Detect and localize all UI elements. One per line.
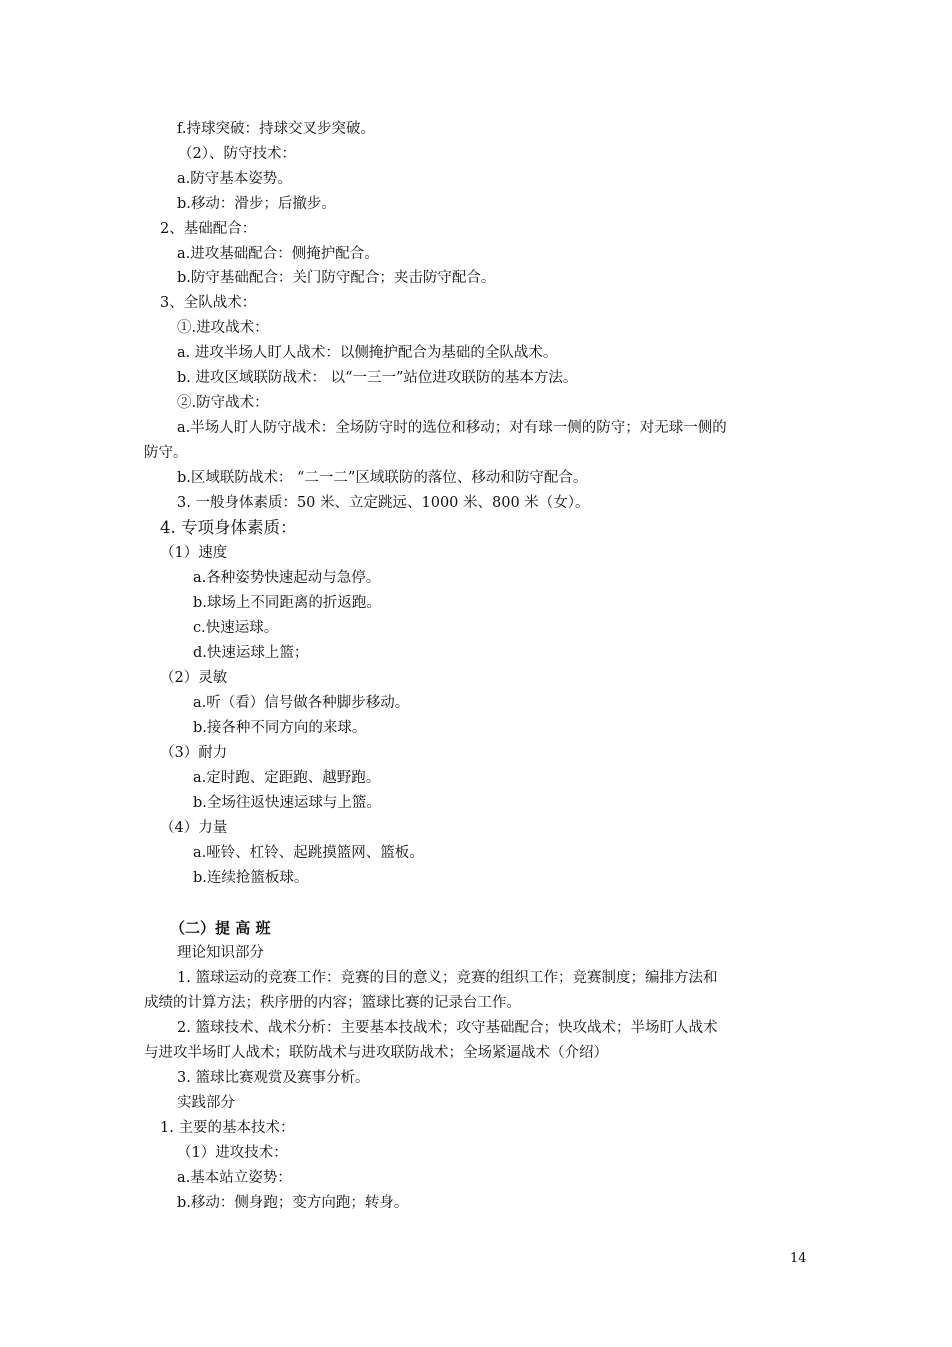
text-line: ①.进攻战术： [177,320,269,336]
text-line: b.球场上不同距离的折返跑。 [193,595,381,611]
subsection-label: （1）速度 [160,545,228,561]
text-line: a.进攻基础配合：侧掩护配合。 [177,246,379,262]
text-line: a.防守基本姿势。 [177,171,292,187]
section-heading: 2、基础配合： [160,221,257,237]
text-line: 1. 主要的基本技术： [160,1120,295,1136]
text-line: 与进攻半场盯人战术；联防战术与进攻联防战术；全场紧逼战术（介绍） [144,1045,608,1061]
text-line: b.全场往返快速运球与上篮。 [193,795,381,811]
class-heading: （二）提 高 班 [170,919,271,937]
text-line: 防守。 [144,445,188,461]
section-heading: 3、全队战术： [160,295,257,311]
text-line: a.哑铃、杠铃、起跳摸篮网、篮板。 [193,845,424,861]
text-line: b.移动：滑步；后撤步。 [177,196,336,212]
part-label: 实践部分 [177,1095,235,1111]
text-line: （1）进攻技术： [177,1145,288,1161]
text-line: a.基本站立姿势： [177,1170,292,1186]
page-number: 14 [790,1251,807,1266]
text-line: ②.防守战术： [177,395,269,411]
text-line: b.连续抢篮板球。 [193,870,309,886]
text-line: 3. 一般身体素质：50 米、立定跳远、1000 米、800 米（女）。 [177,495,590,511]
subsection-label: （3）耐力 [160,745,228,761]
section-heading: 4. 专项身体素质： [160,518,297,537]
text-line: a.定时跑、定距跑、越野跑。 [193,770,381,786]
text-line: b.移动：侧身跑；变方向跑；转身。 [177,1195,409,1211]
text-line: b.区域联防战术： “二一二”区域联防的落位、移动和防守配合。 [177,470,588,486]
text-line: a. 进攻半场人盯人战术：以侧掩护配合为基础的全队战术。 [177,345,558,361]
text-line: a.听（看）信号做各种脚步移动。 [193,695,410,711]
part-label: 理论知识部分 [177,945,264,961]
text-line: 1. 篮球运动的竞赛工作：竞赛的目的意义；竞赛的组织工作；竞赛制度；编排方法和 [177,970,718,986]
text-line: 成绩的计算方法；秩序册的内容；篮球比赛的记录台工作。 [144,995,521,1011]
text-line: d.快速运球上篮； [193,645,309,661]
text-line: （2）、防守技术： [178,146,296,162]
text-line: 2. 篮球技术、战术分析：主要基本技战术；攻守基础配合；快攻战术；半场盯人战术 [177,1020,718,1036]
text-line: f.持球突破：持球交叉步突破。 [177,121,375,137]
subsection-label: （2）灵敏 [160,670,228,686]
text-line: b. 进攻区域联防战术： 以“一三一”站位进攻联防的基本方法。 [177,370,578,386]
text-line: c.快速运球。 [193,620,279,636]
subsection-label: （4）力量 [160,820,228,836]
text-line: a.半场人盯人防守战术：全场防守时的选位和移动；对有球一侧的防守；对无球一侧的 [177,420,727,436]
text-line: b.接各种不同方向的来球。 [193,720,367,736]
text-line: b.防守基础配合：关门防守配合；夹击防守配合。 [177,270,496,286]
text-line: 3. 篮球比赛观赏及赛事分析。 [177,1070,370,1086]
text-line: a.各种姿势快速起动与急停。 [193,570,381,586]
